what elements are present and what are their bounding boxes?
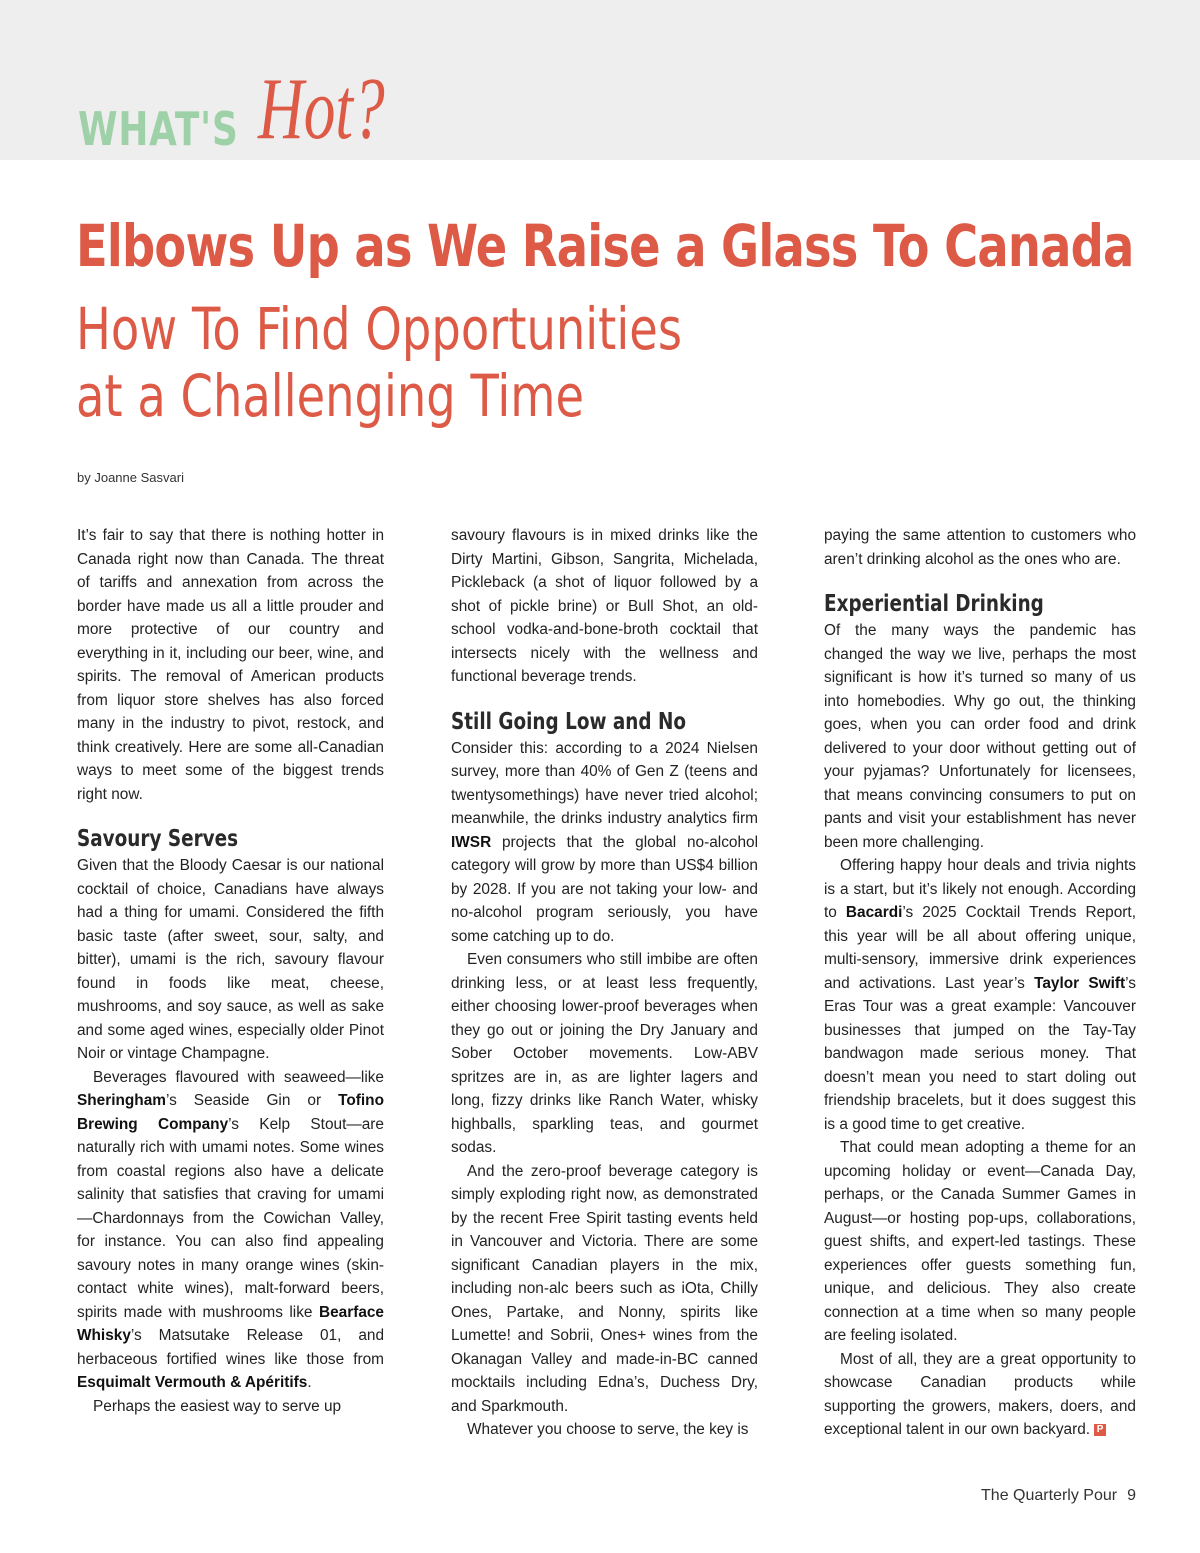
paragraph: Most of all, they are a great opportunity to showcase Canadian products while supporting the growers, makers, doers, and exceptional talent in our own backyard. P [824,1350,1136,1438]
paragraph: Beverages flavoured with seaweed—like Sheringham’s Seaside Gin or Tofino Brewing Company’s Kelp Stout—are naturally rich with umami notes. Some wines from coastal regions also have a delicate salinity that satisfies that craving for umami—Chardonnays from the Cowichan Valley, for instance. You can also find appealing savoury notes in many orange wines (skin-contact white wines), malt-forward beers, spirits made with mushrooms like Bearface Whisky’s Matsutake Release 01, and herbaceous fortified wines like those from Esquimalt Vermouth & Apéritifs. [77,1068,384,1391]
paragraph: Perhaps the easiest way to serve up [93,1397,342,1415]
section-heading-experiential-drinking: Experiential Drinking [824,591,1044,617]
page-number: 9 [1127,1487,1136,1504]
paragraph: That could mean adopting a theme for an upcoming holiday or event—Canada Day, perhaps, or the Canada Summer Games in August—or hosting pop-ups, collaborations, guest shifts, and expert-led tastings. These experiences offer guests something fun, unique, and delicious. They also create connection at a time when so many people are feeling isolated. [824,1139,1136,1344]
brand-sheringham: Sheringham [77,1092,166,1109]
byline: by Joanne Sasvari [77,470,184,485]
end-mark-icon: P [1094,1424,1106,1436]
paragraph: Even consumers who still imbibe are often drinking less, or at least less frequently, either choosing lower-proof beverages when they go out or joining the Dry January and Sober October movements. Low-ABV spritzes are in, as are lighter lagers and long, fizzy drinks like Ranch Water, whisky highballs, sparkling teas, and gourmet sodas. [451,951,758,1156]
page-footer [981,1487,1136,1505]
brand-iwsr: IWSR [451,833,492,851]
paragraph: paying the same attention to customers who aren’t drinking alcohol as the ones who are. [824,527,1136,568]
section-heading-savoury-serves: Savoury Serves [77,826,239,852]
article-title: Elbows Up as We Raise a Glass To Canada [76,212,1134,280]
brand-esquimalt-vermouth: Esquimalt Vermouth & Apéritifs [77,1374,308,1391]
publication-name: The Quarterly Pour [981,1487,1118,1504]
paragraph: It’s fair to say that there is nothing hotter in Canada right now than Canada. The threat of tariffs and annexation from across the border have made us all a little prouder and more protective of our country and everything in it, including our beer, wine, and spirits. The removal of American products from liquor store shelves has also forced many in the industry to pivot, restock, and think creatively. Here are some all-Canadian ways to meet some of the biggest trends right now. [77,527,384,803]
paragraph: Given that the Bloody Caesar is our national cocktail of choice, Canadians have always had a thing for umami. Considered the fifth basic taste (after sweet, sour, salty, and bitter), umami is the rich, savoury flavour found in foods like meat, cheese, mushrooms, and soy sauce, as well as sake and some aged wines, especially older Pinot Noir or vintage Champagne. [77,857,384,1062]
article-column-1 [77,524,384,1418]
subtitle-line-2: at a Challenging Time [76,362,585,430]
section-heading-low-and-no: Still Going Low and No [451,708,687,735]
brand-bacardi: Bacardi [845,904,903,921]
paragraph: savoury flavours is in mixed drinks like the Dirty Martini, Gibson, Sangrita, Michelada, Pickleback (a shot of liquor followed by a shot of pickle brine) or Bull Shot, an old-school vodka-and-bone-broth cocktail that intersects nicely with the wellness and functional beverage trends. [451,527,758,685]
paragraph: And the zero-proof beverage category is simply exploding right now, as demonstrated by the recent Free Spirit tasting events held in Vancouver and Victoria. There are some significant Canadian players in the mix, including non-alc beers such as iOta, Chilly Ones, Partake, and Nonny, spirits like Lumette! and Sobrii, Ones+ wines from the Okanagan Valley and made-in-BC canned mocktails including Edna’s, Duchess Dry, and Sparkmouth. [451,1162,758,1415]
section-label-hot: Hot? [258,61,385,158]
subtitle-line-1: How To Find Opportunities [76,295,682,363]
brand-taylor-swift: Taylor Swift [1034,974,1126,992]
paragraph: Consider this: according to a 2024 Nielsen survey, more than 40% of Gen Z (teens and twentysomethings) have never tried alcohol; meanwhile, the drinks industry analytics firm IWSR projects that the global no-alcohol category will grow by more than US$4 billion by 2028. If you are not taking your low- and no-alcohol program seriously, you have some catching up to do. [451,739,758,945]
paragraph: Offering happy hour deals and trivia nights is a start, but it’s likely not enough. According to Bacardi’s 2025 Cocktail Trends Report, this year will be all about offering unique, multi-sensory, immersive drink experiences and activations. Last year’s Taylor Swift’s Eras Tour was a great example: Vancouver businesses that jumped on the Tay-Tay bandwagon made serious money. That doesn’t mean you need to start doling out friendship bracelets, but it does suggest this is a good time to get creative. [824,857,1136,1133]
article-column-2 [451,524,758,1442]
brand-bearface-whisky: Bearface Whisky [77,1303,384,1344]
section-label-whats: WHAT'S [78,102,239,156]
paragraph: Of the many ways the pandemic has changed the way we live, perhaps the most significant is how it’s turned so many of us into homebodies. Why go out, the thinking goes, when you can order food and drink delivered to your door without getting out of your pyjamas? Unfortunately for licensees, that means convincing consumers to put on pants and visit your establishment has never been more challenging. [824,622,1136,851]
paragraph: Whatever you choose to serve, the key is [467,1421,749,1438]
article-subtitle [76,296,682,430]
article-column-3 [824,524,1136,1442]
brand-tofino-brewing: Tofino Brewing Company [77,1092,384,1133]
